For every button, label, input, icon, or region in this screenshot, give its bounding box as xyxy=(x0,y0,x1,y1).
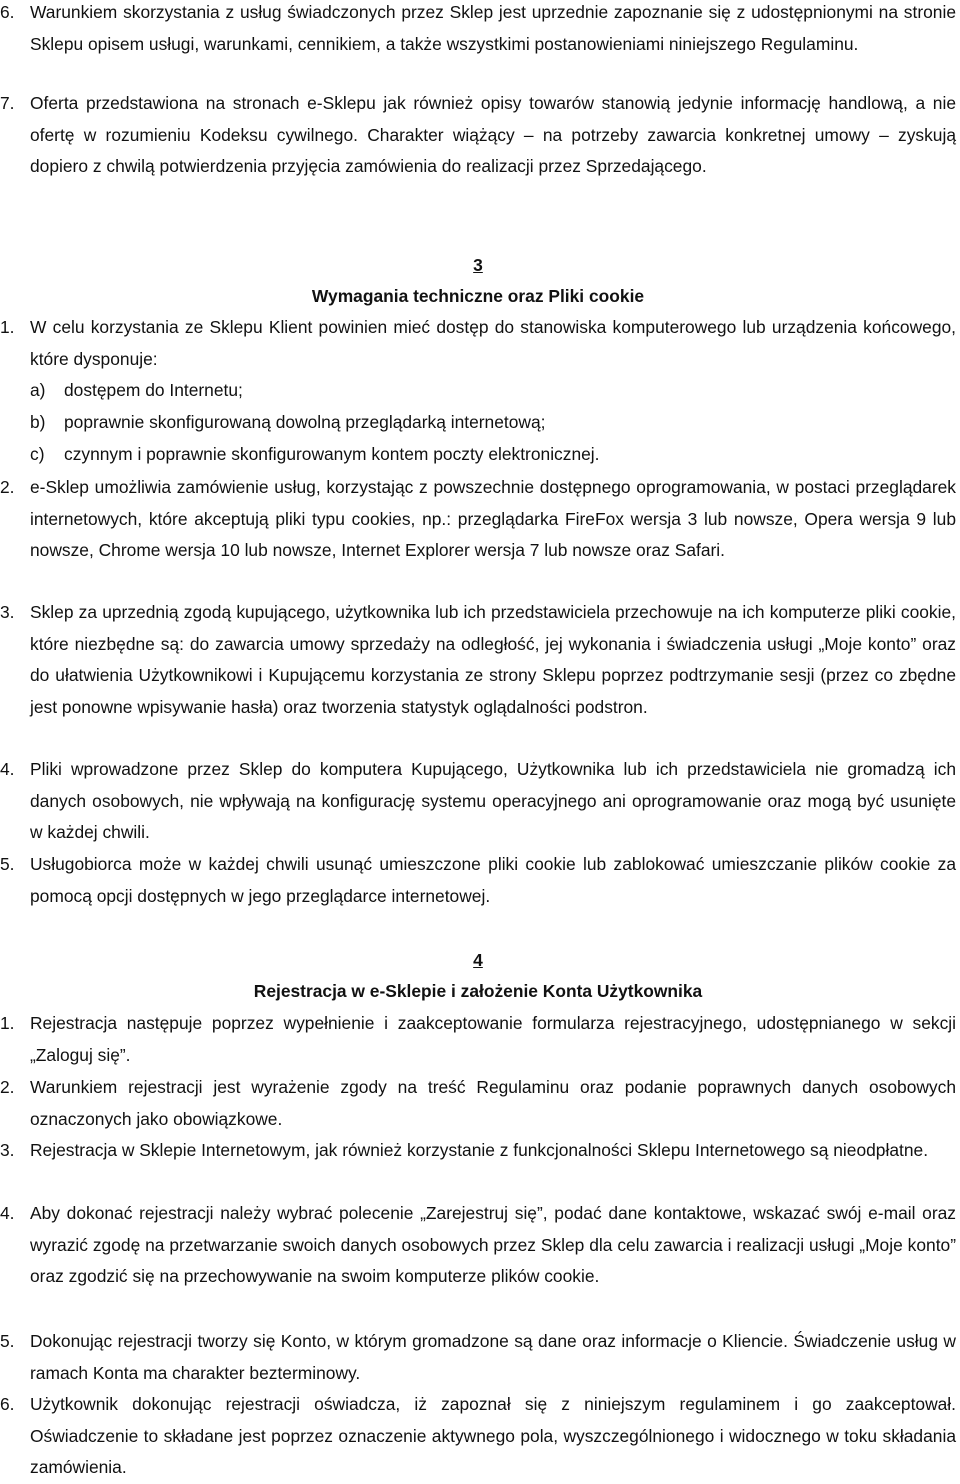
section-3-item-1 xyxy=(0,312,956,375)
item-text: Warunkiem rejestracji jest wyrażenie zgody na treść Regulaminu oraz podanie poprawnych danych osobowych oznaczonych jako obowiązkowe. xyxy=(30,1077,956,1129)
item-number: 3. xyxy=(0,1140,15,1160)
item-text: Pliki wprowadzone przez Sklep do komputera Kupującego, Użytkownika lub ich przedstawiciela nie gromadzą ich danych osobowych, nie wpływają na konfigurację systemu operacyjnego ani oprogramowanie oraz mogą być usunięte w każdej chwili. xyxy=(30,759,956,843)
item-number: 5. xyxy=(0,1331,15,1351)
section-4-item-6 xyxy=(0,1389,956,1484)
item-text: Aby dokonać rejestracji należy wybrać polecenie „Zarejestruj się”, podać dane kontaktowe, wskazać swój e-mail oraz wyrazić zgodę na przetwarzanie swoich danych osobowych przez Sklep dla celu zawarcia i realizacji usługi „Moje konto” oraz zgodzić się na przechowywanie na swoim komputerze plików cookie. xyxy=(30,1203,956,1287)
section-3-item-5 xyxy=(0,849,956,912)
item-text: Sklep za uprzednią zgodą kupującego, użytkownika lub ich przedstawiciela przechowuje na ich komputerze pliki cookie, które niezbędne są: do zawarcia umowy sprzedaży na odległość, jej wykonania i świadczenia usługi „Moje konto” oraz do ułatwienia Użytkownikowi i Kupującemu korzystania ze strony Sklepu poprzez podtrzymanie sesji (przez co zbędne jest ponowne wpisywanie hasła) oraz tworzenia statystyk oglądalności podstron. xyxy=(30,602,956,717)
section-number: 4 xyxy=(473,950,483,970)
item-text: Dokonując rejestracji tworzy się Konto, w którym gromadzone są dane oraz informacje o Kliencie. Świadczenie usług w ramach Konta ma charakter bezterminowy. xyxy=(30,1331,956,1383)
section-3-title: Wymagania techniczne oraz Pliki cookie xyxy=(311,286,645,306)
item-text: Rejestracja następuje poprzez wypełnienie i zaakceptowanie formularza rejestracyjnego, udostępnianego w sekcji „Zaloguj się”. xyxy=(30,1013,956,1065)
section-3-subitem-a xyxy=(30,375,956,407)
section-4-title: Rejestracja w e-Sklepie i założenie Konta Użytkownika xyxy=(253,981,703,1001)
section-4-item-4 xyxy=(0,1198,956,1293)
item-number: 1. xyxy=(0,1013,15,1033)
subitem-text: czynnym i poprawnie skonfigurowanym kontem poczty elektronicznej. xyxy=(64,444,600,464)
subitem-text: poprawnie skonfigurowaną dowolną przeglądarką internetową; xyxy=(64,412,546,432)
item-number: 4. xyxy=(0,1203,15,1223)
item-text: Oferta przedstawiona na stronach e-Sklepu jak również opisy towarów stanowią jedynie informację handlową, a nie ofertę w rozumieniu Kodeksu cywilnego. Charakter wiążący – na potrzeby zawarcia konkretnej umowy – zyskują dopiero z chwilą potwierdzenia przyjęcia zamówienia do realizacji przez Sprzedającego. xyxy=(30,93,956,177)
section-4-item-3 xyxy=(0,1135,956,1167)
section-3-number xyxy=(0,250,956,282)
item-text: W celu korzystania ze Sklepu Klient powinien mieć dostęp do stanowiska komputerowego lub urządzenia końcowego, które dysponuje: xyxy=(30,317,956,369)
item-text: Warunkiem skorzystania z usług świadczonych przez Sklep jest uprzednie zapoznanie się z udostępnionymi na stronie Sklepu opisem usługi, warunkami, cennikiem, a także wszystkimi postanowieniami niniejszego Regulaminu. xyxy=(30,2,956,54)
section-3-subitem-c xyxy=(30,439,956,471)
item-number: 6. xyxy=(0,2,15,22)
section-3-item-2 xyxy=(0,472,956,567)
subitem-letter: b) xyxy=(30,412,46,432)
section-3-item-3 xyxy=(0,597,956,723)
paragraph-item-6 xyxy=(0,0,956,60)
item-number: 1. xyxy=(0,317,15,337)
section-3-item-4 xyxy=(0,754,956,849)
item-number: 3. xyxy=(0,602,15,622)
item-number: 5. xyxy=(0,854,15,874)
subitem-text: dostępem do Internetu; xyxy=(64,380,243,400)
item-number: 7. xyxy=(0,93,15,113)
item-text: e-Sklep umożliwia zamówienie usług, korzystając z powszechnie dostępnego oprogramowania, w postaci przeglądarek internetowych, które akceptują pliki typu cookies, np.: przeglądarka FireFox wersja 3 lub nowsze, Opera wersja 9 lub nowsze, Chrome wersja 10 lub nowsze, Internet Explorer wersja 7 lub nowsze oraz Safari. xyxy=(30,477,956,561)
section-4-item-5 xyxy=(0,1326,956,1389)
item-number: 2. xyxy=(0,477,15,497)
item-number: 2. xyxy=(0,1077,15,1097)
paragraph-item-7 xyxy=(0,88,956,183)
section-4-number xyxy=(0,945,956,977)
item-text: Użytkownik dokonując rejestracji oświadcza, iż zapoznał się z niniejszym regulaminem i go zaakceptował. Oświadczenie to składane jest poprzez oznaczenie aktywnego pola, wyszczególnionego i widocznego w toku składania zamówienia. xyxy=(30,1394,956,1478)
item-number: 4. xyxy=(0,759,15,779)
subitem-letter: a) xyxy=(30,380,46,400)
section-4-item-2 xyxy=(0,1072,956,1135)
subitem-letter: c) xyxy=(30,444,45,464)
section-3-subitem-b xyxy=(30,407,956,439)
section-4-item-1 xyxy=(0,1008,956,1071)
item-number: 6. xyxy=(0,1394,15,1414)
item-text: Usługobiorca może w każdej chwili usunąć umieszczone pliki cookie lub zablokować umieszczanie plików cookie za pomocą opcji dostępnych w jego przeglądarce internetowej. xyxy=(30,854,956,906)
item-text: Rejestracja w Sklepie Internetowym, jak również korzystanie z funkcjonalności Sklepu Internetowego są nieodpłatne. xyxy=(30,1140,929,1160)
section-number: 3 xyxy=(473,255,483,275)
